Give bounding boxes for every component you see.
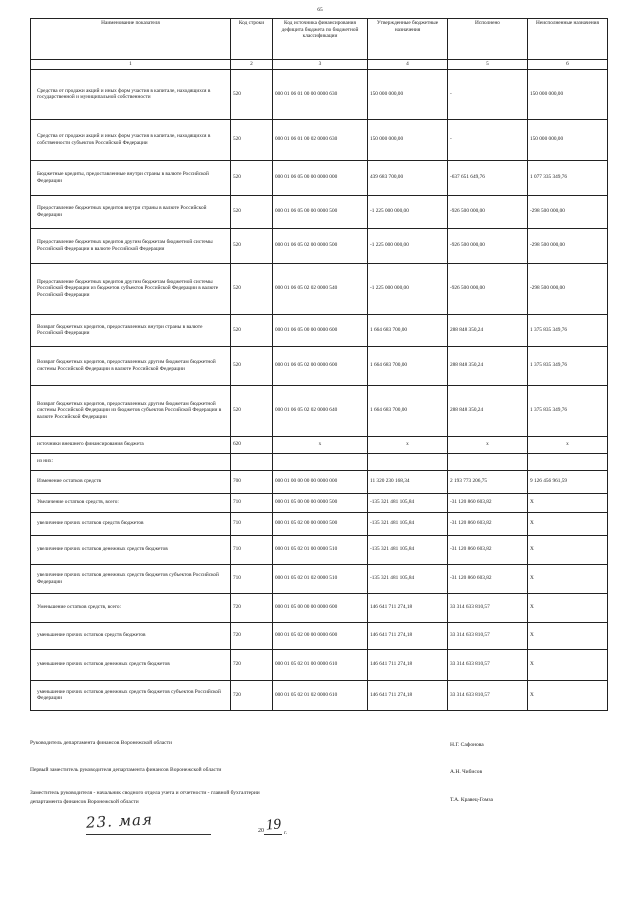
cell-executed: 288 848 350,24 xyxy=(448,314,528,346)
indicator-name-text: Уменьшение остатков средств, всего: xyxy=(37,604,122,611)
cell-approved: 1 664 683 700,00 xyxy=(368,346,448,385)
cell-remaining: X xyxy=(528,593,608,622)
cell-executed: x xyxy=(448,436,528,453)
cell-executed: -31 120 860 603,82 xyxy=(448,493,528,512)
cell-remaining: 9 126 456 961,59 xyxy=(528,470,608,493)
cell-line-code: 700 xyxy=(231,470,273,493)
cell-indicator-name xyxy=(31,385,231,436)
date-year-prefix: 20 xyxy=(258,828,264,834)
indicator-name-text: Изменение остатков средств xyxy=(37,478,102,485)
cell-source-code: 000 01 05 02 01 02 0000 610 xyxy=(273,680,368,710)
handwritten-date: 23. мая xyxy=(85,810,154,832)
signature-role-1: Руководитель департамента финансов Воронежской области xyxy=(30,740,172,746)
cell-source-code: 000 01 06 05 00 00 0000 600 xyxy=(273,314,368,346)
cell-executed: -926 500 000,00 xyxy=(448,263,528,314)
cell-line-code: 720 xyxy=(231,593,273,622)
cell-approved: -1 225 000 000,00 xyxy=(368,195,448,228)
indicator-name-text: Средства от продажи акций и иных форм участия в капитале, находящихся в собственности субъектов Российской Федерации xyxy=(37,133,211,146)
page-number: 65 xyxy=(317,7,323,13)
table-row xyxy=(31,512,608,535)
cell-approved: 150 000 000,00 xyxy=(368,119,448,160)
cell-indicator-name xyxy=(31,564,231,593)
cell-indicator-name xyxy=(31,535,231,564)
cell-approved: 1 664 683 700,00 xyxy=(368,385,448,436)
cell-remaining: X xyxy=(528,493,608,512)
indicator-name-text: Возврат бюджетных кредитов, предоставленных другим бюджетам бюджетной системы Российской Федерации из бюджетов субъектов Российской Федерации в валюте Российской Федерации xyxy=(37,400,222,420)
cell-indicator-name xyxy=(31,622,231,649)
table-row xyxy=(31,535,608,564)
cell-source-code: 000 01 05 02 00 00 0000 600 xyxy=(273,622,368,649)
cell-source-code: 000 01 05 00 00 00 0000 600 xyxy=(273,593,368,622)
cell-remaining xyxy=(528,453,608,470)
cell-remaining: -298 500 000,00 xyxy=(528,228,608,263)
cell-line-code: 710 xyxy=(231,512,273,535)
cell-approved: -1 225 000 000,00 xyxy=(368,263,448,314)
indicator-name-text: Средства от продажи акций и иных форм участия в капитале, находящихся в государственной и муниципальной собственности xyxy=(37,87,211,101)
indicator-name-text: Возврат бюджетных кредитов, предоставленных внутри страны в валюте Российской Федерации xyxy=(37,323,203,337)
cell-approved: 146 641 711 274,18 xyxy=(368,680,448,710)
cell-indicator-name xyxy=(31,195,231,228)
column-number: 6 xyxy=(528,60,608,70)
cell-remaining: X xyxy=(528,564,608,593)
cell-approved: 150 000 000,00 xyxy=(368,69,448,119)
indicator-name-text: Предоставление бюджетных кредитов другим бюджетам бюджетной системы Российской Федерации из бюджетов субъектов Российской Федерации в валюте Российской Федерации xyxy=(37,278,219,298)
table-row xyxy=(31,346,608,385)
column-number-row xyxy=(31,60,608,70)
cell-remaining: 150 000 000,00 xyxy=(528,119,608,160)
column-number: 2 xyxy=(231,60,273,70)
cell-approved: 146 641 711 274,18 xyxy=(368,593,448,622)
cell-executed xyxy=(448,453,528,470)
cell-executed: 288 848 350,24 xyxy=(448,385,528,436)
cell-executed: -637 651 649,76 xyxy=(448,160,528,195)
indicator-name-text: источники внешнего финансирования бюджета xyxy=(37,441,144,448)
column-number: 4 xyxy=(368,60,448,70)
table-row xyxy=(31,228,608,263)
header-line-code: Код строки xyxy=(231,19,273,60)
cell-remaining: 1 077 335 349,76 xyxy=(528,160,608,195)
cell-executed: 2 193 773 206,75 xyxy=(448,470,528,493)
cell-line-code: 520 xyxy=(231,160,273,195)
table-row xyxy=(31,593,608,622)
cell-remaining: -298 500 000,00 xyxy=(528,195,608,228)
cell-executed: -926 500 000,00 xyxy=(448,195,528,228)
cell-remaining: 1 375 835 349,76 xyxy=(528,314,608,346)
cell-source-code xyxy=(273,453,368,470)
cell-line-code: 520 xyxy=(231,119,273,160)
cell-approved: -135 321 481 105,84 xyxy=(368,512,448,535)
cell-line-code: 620 xyxy=(231,436,273,453)
cell-indicator-name xyxy=(31,263,231,314)
indicator-name-text: уменьшение прочих остатков денежных средств бюджетов субъектов Российской Федерации xyxy=(37,688,221,702)
cell-executed: -926 500 000,00 xyxy=(448,228,528,263)
cell-line-code: 720 xyxy=(231,622,273,649)
cell-indicator-name xyxy=(31,649,231,680)
cell-line-code xyxy=(231,453,273,470)
indicator-name-text: увеличение прочих остатков денежных средств бюджетов xyxy=(37,546,168,553)
cell-indicator-name xyxy=(31,512,231,535)
cell-line-code: 520 xyxy=(231,314,273,346)
header-executed: Исполнено xyxy=(448,19,528,60)
cell-indicator-name xyxy=(31,453,231,470)
cell-executed: - xyxy=(448,119,528,160)
header-indicator-name: Наименование показателя xyxy=(31,19,231,60)
cell-approved: 11 320 230 168,34 xyxy=(368,470,448,493)
cell-approved: -135 321 481 105,84 xyxy=(368,493,448,512)
cell-line-code: 720 xyxy=(231,680,273,710)
signature-name-1: Н.Г. Сафонова xyxy=(450,742,484,748)
cell-indicator-name xyxy=(31,228,231,263)
cell-source-code: x xyxy=(273,436,368,453)
cell-indicator-name xyxy=(31,680,231,710)
table-row xyxy=(31,385,608,436)
cell-remaining: X xyxy=(528,622,608,649)
table-row xyxy=(31,470,608,493)
cell-line-code: 520 xyxy=(231,69,273,119)
handwritten-year: 19 xyxy=(265,816,282,834)
header-remaining: Неисполненные назначения xyxy=(528,19,608,60)
cell-executed: 33 314 633 810,57 xyxy=(448,622,528,649)
cell-remaining: X xyxy=(528,512,608,535)
cell-indicator-name xyxy=(31,593,231,622)
cell-executed: 288 848 350,24 xyxy=(448,346,528,385)
table-row xyxy=(31,263,608,314)
signature-role-2: Первый заместитель руководителя департамента финансов Воронежской области xyxy=(30,767,222,773)
table-row xyxy=(31,195,608,228)
column-number: 5 xyxy=(448,60,528,70)
table-row xyxy=(31,314,608,346)
cell-source-code: 000 01 06 05 02 02 0000 640 xyxy=(273,385,368,436)
cell-source-code: 000 01 06 01 00 02 0000 630 xyxy=(273,119,368,160)
table-row xyxy=(31,493,608,512)
cell-line-code: 520 xyxy=(231,195,273,228)
cell-source-code: 000 01 06 05 02 00 0000 500 xyxy=(273,228,368,263)
indicator-name-text: уменьшение прочих остатков денежных средств бюджетов xyxy=(37,661,170,668)
cell-indicator-name xyxy=(31,346,231,385)
cell-approved: 146 641 711 274,18 xyxy=(368,622,448,649)
cell-remaining: 1 375 835 349,76 xyxy=(528,346,608,385)
cell-indicator-name xyxy=(31,119,231,160)
table-row xyxy=(31,119,608,160)
cell-source-code: 000 01 05 02 00 00 0000 500 xyxy=(273,512,368,535)
column-number: 1 xyxy=(31,60,231,70)
cell-indicator-name xyxy=(31,436,231,453)
cell-approved: x xyxy=(368,436,448,453)
cell-line-code: 520 xyxy=(231,263,273,314)
cell-line-code: 520 xyxy=(231,385,273,436)
cell-approved xyxy=(368,453,448,470)
indicator-name-text: Увеличение остатков средств, всего: xyxy=(37,499,119,506)
table-row xyxy=(31,649,608,680)
cell-line-code: 520 xyxy=(231,346,273,385)
header-source-code: Код источника финансирования дефицита бюджета по бюджетной классификации xyxy=(273,19,368,60)
cell-source-code: 000 01 06 05 02 02 0000 540 xyxy=(273,263,368,314)
cell-approved: 439 683 700,00 xyxy=(368,160,448,195)
cell-source-code: 000 01 06 05 02 00 0000 600 xyxy=(273,346,368,385)
cell-remaining: 150 000 000,00 xyxy=(528,69,608,119)
cell-line-code: 710 xyxy=(231,493,273,512)
budget-sources-table xyxy=(30,18,608,711)
table-row xyxy=(31,160,608,195)
cell-approved: -135 321 481 105,84 xyxy=(368,564,448,593)
signature-name-3: Т.А. Кравец-Гомза xyxy=(450,797,493,803)
indicator-name-text: Бюджетные кредиты, предоставленные внутри страны в валюте Российской Федерации xyxy=(37,171,209,184)
cell-approved: -1 225 000 000,00 xyxy=(368,228,448,263)
cell-source-code: 000 01 05 02 01 00 0000 610 xyxy=(273,649,368,680)
cell-remaining: 1 375 835 349,76 xyxy=(528,385,608,436)
cell-source-code: 000 01 05 00 00 00 0000 500 xyxy=(273,493,368,512)
table-row xyxy=(31,564,608,593)
indicator-name-text: Предоставление бюджетных кредитов другим бюджетам бюджетной системы Российской Федерации в валюте Российской Федерации xyxy=(37,239,213,252)
indicator-name-text: уменьшение прочих остатков средств бюджетов xyxy=(37,632,146,639)
cell-remaining: X xyxy=(528,680,608,710)
indicator-name-text: Предоставление бюджетных кредитов внутри страны в валюте Российской Федерации xyxy=(37,205,207,218)
cell-line-code: 720 xyxy=(231,649,273,680)
cell-executed: -31 120 860 603,82 xyxy=(448,512,528,535)
year-underline xyxy=(264,834,282,835)
indicator-name-text: увеличение прочих остатков средств бюджетов xyxy=(37,520,144,527)
cell-executed: 33 314 633 810,57 xyxy=(448,649,528,680)
header-approved: Утвержденные бюджетные назначения xyxy=(368,19,448,60)
cell-source-code: 000 01 06 01 00 00 0000 630 xyxy=(273,69,368,119)
cell-source-code: 000 01 00 00 00 00 0000 000 xyxy=(273,470,368,493)
indicator-name-text: из них: xyxy=(37,458,54,465)
table-row xyxy=(31,622,608,649)
cell-executed: 33 314 633 810,57 xyxy=(448,680,528,710)
date-suffix: г. xyxy=(284,830,288,836)
cell-executed: - xyxy=(448,69,528,119)
cell-indicator-name xyxy=(31,493,231,512)
cell-approved: 146 641 711 274,18 xyxy=(368,649,448,680)
table-row xyxy=(31,680,608,710)
table-header-row xyxy=(31,19,608,60)
cell-approved: 1 664 683 700,00 xyxy=(368,314,448,346)
cell-source-code: 000 01 06 05 00 00 0000 500 xyxy=(273,195,368,228)
table-row xyxy=(31,69,608,119)
cell-line-code: 710 xyxy=(231,564,273,593)
cell-remaining: -298 500 000,00 xyxy=(528,263,608,314)
cell-indicator-name xyxy=(31,314,231,346)
column-number: 3 xyxy=(273,60,368,70)
cell-executed: -31 120 860 603,82 xyxy=(448,564,528,593)
signature-role-3-line2: департамента финансов Воронежской области xyxy=(30,799,139,805)
indicator-name-text: Возврат бюджетных кредитов, предоставленных другим бюджетам бюджетной системы Российской Федерации в валюте Российской Федерации xyxy=(37,359,216,372)
signature-date xyxy=(86,812,306,842)
signature-name-2: А.Н. Чибисов xyxy=(450,769,483,775)
table-row xyxy=(31,453,608,470)
cell-remaining: X xyxy=(528,535,608,564)
cell-executed: -31 120 860 603,82 xyxy=(448,535,528,564)
cell-indicator-name xyxy=(31,160,231,195)
cell-remaining: x xyxy=(528,436,608,453)
cell-line-code: 520 xyxy=(231,228,273,263)
cell-source-code: 000 01 06 05 00 00 0000 000 xyxy=(273,160,368,195)
cell-indicator-name xyxy=(31,69,231,119)
cell-executed: 33 314 633 810,57 xyxy=(448,593,528,622)
cell-indicator-name xyxy=(31,470,231,493)
date-underline xyxy=(86,834,211,835)
cell-approved: -135 321 481 105,84 xyxy=(368,535,448,564)
indicator-name-text: увеличение прочих остатков денежных средств бюджетов субъектов Российской Федерации xyxy=(37,572,219,585)
signature-role-3-line1: Заместитель руководителя - начальник сводного отдела учета и отчетности - главной бухгалтерии xyxy=(30,790,260,796)
cell-line-code: 710 xyxy=(231,535,273,564)
table-row xyxy=(31,436,608,453)
cell-source-code: 000 01 05 02 01 02 0000 510 xyxy=(273,564,368,593)
cell-source-code: 000 01 05 02 01 00 0000 510 xyxy=(273,535,368,564)
cell-remaining: X xyxy=(528,649,608,680)
